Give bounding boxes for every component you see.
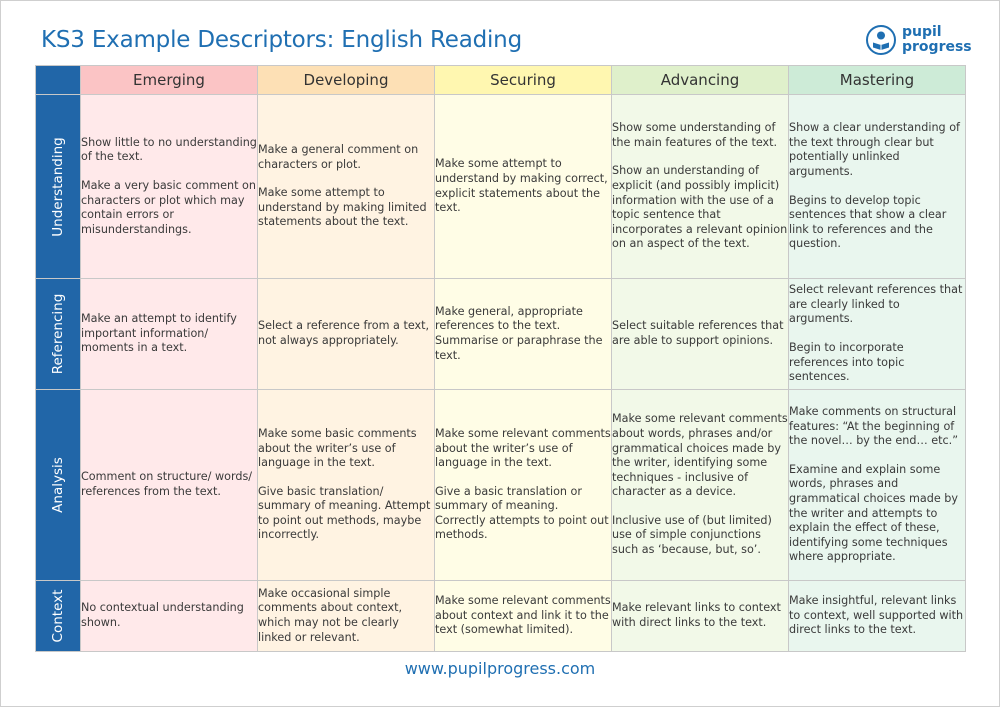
cell-referencing-advancing (612, 279, 789, 390)
cell-understanding-securing (435, 95, 612, 279)
descriptor-text: Select suitable references that are able to support opinions. (612, 319, 784, 347)
descriptor-text: Begin to incorporate references into topic sentences. (789, 341, 905, 384)
column-header-mastering: Mastering (789, 66, 966, 95)
cell-referencing-developing (258, 279, 435, 390)
table-row (36, 581, 966, 652)
cell-referencing-securing (435, 279, 612, 390)
descriptor-text: Make some attempt to understand by making limited statements about the text. (258, 186, 427, 229)
cell-referencing-emerging (81, 279, 258, 390)
descriptor-text: Select relevant references that are clearly linked to arguments. (789, 283, 963, 326)
cell-context-securing (435, 581, 612, 652)
descriptor-text: Comment on structure/ words/ references from the text. (81, 470, 253, 498)
descriptor-text: Make some relevant comments about context and link it to the text (somewhat limited). (435, 594, 611, 637)
descriptor-text: Make some attempt to understand by making correct, explicit statements about the text. (435, 157, 608, 215)
table-corner (36, 66, 81, 95)
cell-understanding-developing (258, 95, 435, 279)
cell-understanding-emerging (81, 95, 258, 279)
cell-context-emerging (81, 581, 258, 652)
table-row (36, 390, 966, 581)
descriptor-table (35, 65, 966, 652)
cell-referencing-mastering (789, 279, 966, 390)
brand-logo (866, 25, 972, 55)
table-row (36, 279, 966, 390)
descriptor-text: Show a clear understanding of the text through clear but potentially unlinked arguments. (789, 121, 960, 178)
descriptor-text: Examine and explain some words, phrases and grammatical choices made by the writer and attempts to explain the effect of these, identifying some techniques where appropriate. (789, 462, 959, 564)
cell-context-advancing (612, 581, 789, 652)
footer-url[interactable]: www.pupilprogress.com (404, 659, 596, 678)
row-header-label: Understanding (50, 136, 66, 237)
descriptor-text: Make an attempt to identify important information/ moments in a text. (81, 312, 237, 355)
row-header-label: Analysis (50, 457, 66, 513)
brand-line-2: progress (902, 39, 972, 55)
descriptor-text: No contextual understanding shown. (81, 601, 244, 629)
descriptor-text: Make insightful, relevant links to context, well supported with direct links to the text. (789, 594, 964, 637)
descriptor-text: Make some relevant comments about words, phrases and/or grammatical choices made by the writer, identifying some techniques - inclusive of character as a device. (612, 412, 788, 499)
cell-analysis-advancing (612, 390, 789, 581)
descriptor-text: Inclusive use of (but limited) use of simple conjunctions such as ‘because, but, so’. (612, 513, 772, 557)
row-header-understanding (36, 95, 81, 279)
descriptor-text: Make relevant links to context with direct links to the text. (612, 601, 781, 629)
descriptor-text: Select a reference from a text, not always appropriately. (258, 319, 430, 347)
descriptor-text: Show little to no understanding of the text. (81, 135, 257, 164)
cell-analysis-emerging (81, 390, 258, 581)
cell-context-mastering (789, 581, 966, 652)
descriptor-text: Show an understanding of explicit (and possibly implicit) information with the use of a topic sentence that incorporates a relevant opinion on an aspect of the text. (612, 164, 788, 251)
descriptor-text: Make general, appropriate references to the text. Summarise or paraphrase the text. (435, 304, 603, 362)
pupil-progress-logo-icon (866, 25, 896, 55)
column-header-emerging: Emerging (81, 66, 258, 95)
cell-analysis-mastering (789, 390, 966, 581)
column-header-securing: Securing (435, 66, 612, 95)
descriptor-text: Show some understanding of the main features of the text. (612, 121, 778, 149)
descriptor-text: Begins to develop topic sentences that show a clear link to references and the question. (789, 193, 947, 251)
cell-analysis-securing (435, 390, 612, 581)
descriptor-text: Give basic translation/ summary of meaning. Attempt to point out methods, maybe incorrectly. (258, 484, 431, 542)
descriptor-text: Give a basic translation or summary of meaning. Correctly attempts to point out methods. (435, 484, 609, 542)
row-header-referencing (36, 279, 81, 390)
row-header-label: Referencing (50, 293, 66, 375)
row-header-analysis (36, 390, 81, 581)
descriptor-text: Make occasional simple comments about context, which may not be clearly linked or relevant. (258, 586, 403, 644)
brand-line-1: pupil (902, 24, 942, 40)
cell-analysis-developing (258, 390, 435, 581)
column-header-advancing: Advancing (612, 66, 789, 95)
cell-understanding-advancing (612, 95, 789, 279)
page-title: KS3 Example Descriptors: English Reading (41, 27, 522, 53)
descriptor-text: Make comments on structural features: “At the beginning of the novel… by the end… etc.” (789, 405, 958, 448)
descriptor-text: Make some basic comments about the writer’s use of language in the text. (258, 426, 417, 470)
descriptor-text: Make a general comment on characters or plot. (258, 143, 419, 171)
row-header-label: Context (50, 589, 66, 643)
cell-understanding-mastering (789, 95, 966, 279)
descriptor-text: Make a very basic comment on characters or plot which may contain errors or misunderstandings. (81, 178, 256, 236)
column-header-developing: Developing (258, 66, 435, 95)
table-row (36, 95, 966, 279)
row-header-context (36, 581, 81, 652)
descriptor-text: Make some relevant comments about the writer’s use of language in the text. (435, 426, 611, 470)
cell-context-developing (258, 581, 435, 652)
